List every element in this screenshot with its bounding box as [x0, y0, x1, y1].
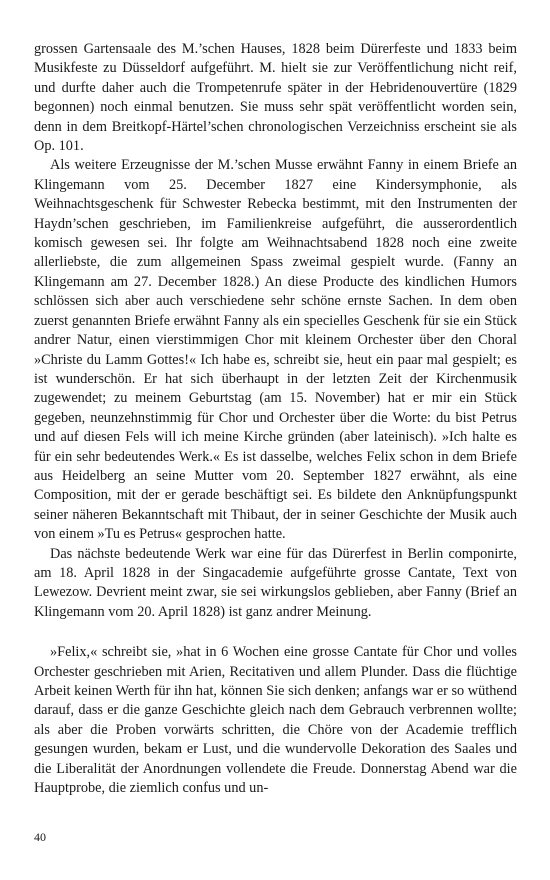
section-gap	[34, 622, 517, 643]
paragraph-3: Das nächste bedeutende Werk war eine für das Dürerfest in Berlin componirte, am 18. April 1828 in der Singacademie aufgeführte grosse Cantate, Text von Lewezow. Devrient meint zwar, sie sei wirkungslos geblieben, aber Fanny (Brief an Klingemann vom 20. April 1828) ist ganz andrer Meinung.	[34, 545, 517, 620]
paragraph-4-quote: »Felix,« schreibt sie, »hat in 6 Wochen eine grosse Cantate für Chor und volles Orchester geschrieben mit Arien, Recitativen und allem Plunder. Dass die flüchtige Arbeit keinen Werth für ihn hat, können Sie sich denken; anfangs war er so wüthend darauf, dass er die ganze Geschichte gleich nach dem Gebrauch verbrennen wollte; als aber die Proben vorwärts schritten, die Chöre von der Academie trefflich gesungen wurden, bekam er Lust, und die wundervolle Dekoration des Saales und die Liberalität der Anordnungen vollendete die Freude. Donnerstag Abend war die Hauptprobe, die ziemlich confus und un-	[34, 644, 517, 797]
page-body	[34, 40, 517, 798]
paragraph-1: grossen Gartensaale des M.’schen Hauses, 1828 beim Dürerfeste und 1833 beim Musikfeste zu Düsseldorf aufgeführt. M. hielt sie zur Veröffentlichung nicht reif, und durfte daher auch die Trompetenrufe später in der Hebridenouvertüre (1829 begonnen) noch einmal benutzen. Sie muss sehr spät veröffentlicht worden sein, denn in dem Breitkopf-Härtel’schen chronologischen Verzeichniss erscheint sie als Op. 101.	[34, 41, 517, 155]
paragraph-2: Als weitere Erzeugnisse der M.’schen Musse erwähnt Fanny in einem Briefe an Klingemann vom 25. December 1827 eine Kindersymphonie, als Weihnachtsgeschenk für Schwester Rebecka bestimmt, mit den Instrumenten der Haydn’schen geschrieben, im Familienkreise aufgeführt, die ausserordentlich komisch gewesen sei. Ihr folgte am Weihnachtsabend 1828 noch eine zweite allerliebste, die zum allgemeinen Spass zweimal gespielt wurde. (Fanny an Klingemann am 27. December 1828.) An diese Producte des kindlichen Humors schlössen sich aber auch verschiedene sehr schöne ernste Sachen. In dem oben zuerst genannten Briefe erwähnt Fanny als ein specielles Geschenk für sie ein Stück andrer Natur, einen vierstimmigen Chor mit kleinem Orchester über den Choral »Christe du Lamm Gottes!« Ich habe es, schreibt sie, heut ein paar mal gespielt; es ist wunderschön. Er hat sich überhaupt in der letzten Zeit der Kirchenmusik zugewendet; zu meinem Geburtstag (am 15. November) hat er mir ein Stück gegeben, neunzehnstimmig für Chor und Orchester über die Worte: du bist Petrus und auf diesen Fels will ich meine Kirche gründen (aber lateinisch). »Ich halte es für ein sehr bedeutendes Werk.« Es ist dasselbe, welches Felix schon in dem Briefe aus Heidelberg an seine Mutter vom 20. September 1827 erwähnt, als eine Composition, mit der er gerade beschäftigt sei. Es bildete den Anknüpfungspunkt seiner näheren Bekanntschaft mit Thibaut, der in seiner Geschichte der Musik auch von einem »Tu es Petrus« gesprochen hatte.	[34, 157, 517, 543]
page-number: 40	[34, 830, 46, 844]
